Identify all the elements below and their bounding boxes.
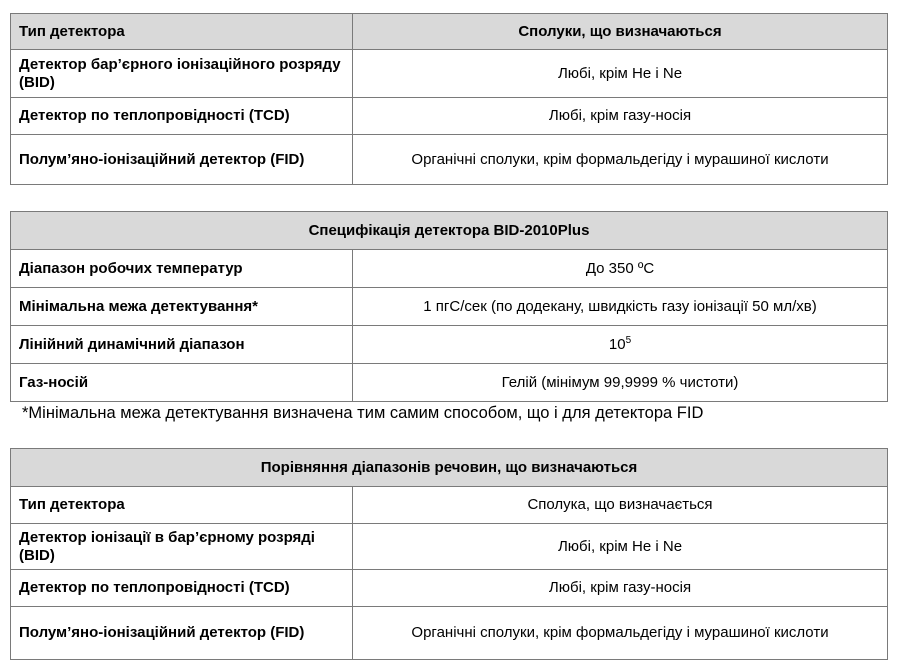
table-row <box>11 487 888 524</box>
table-row <box>11 98 888 135</box>
value-base: 10 <box>608 335 626 353</box>
row-label: Детектор іонізації в бар’єрному розряді (BID) <box>11 524 353 570</box>
comparison-table-title: Порівняння діапазонів речовин, що визначаються <box>11 449 888 487</box>
table-row <box>11 570 888 607</box>
row-value: Сполука, що визначається <box>353 487 888 524</box>
row-value <box>353 326 888 364</box>
row-label: Детектор бар’єрного іонізаційного розряду (BID) <box>11 50 353 98</box>
table-row <box>11 326 888 364</box>
detector-types-table <box>10 13 888 185</box>
table-header-row <box>11 449 888 487</box>
table-row <box>11 607 888 660</box>
row-value: Любі, крім He і Ne <box>353 524 888 570</box>
row-label: Лінійний динамічний діапазон <box>11 326 353 364</box>
value-exponent: 5 <box>625 334 632 346</box>
row-value: Гелій (мінімум 99,9999 % чистоти) <box>353 364 888 402</box>
row-value: Органічні сполуки, крім формальдегіду і мурашиної кислоти <box>353 607 888 660</box>
row-label: Полум’яно-іонізаційний детектор (FID) <box>11 135 353 185</box>
row-label: Газ-носій <box>11 364 353 402</box>
table-row <box>11 50 888 98</box>
row-value: До 350 ºС <box>353 250 888 288</box>
table-row <box>11 524 888 570</box>
spec-table-title: Специфікація детектора BID-2010Plus <box>11 212 888 250</box>
row-value: Любі, крім газу-носія <box>353 570 888 607</box>
header-detector-type: Тип детектора <box>11 14 353 50</box>
table-row <box>11 135 888 185</box>
row-label: Тип детектора <box>11 487 353 524</box>
row-label: Полум’яно-іонізаційний детектор (FID) <box>11 607 353 660</box>
header-compounds: Сполуки, що визначаються <box>353 14 888 50</box>
footnote: *Мінімальна межа детектування визначена тим самим способом, що і для детектора FID <box>22 404 704 422</box>
row-value: Любі, крім He і Ne <box>353 50 888 98</box>
bid-spec-table <box>10 211 888 402</box>
table-row <box>11 250 888 288</box>
row-value: 1 пгС/сек (по додекану, швидкість газу іонізації 50 мл/хв) <box>353 288 888 326</box>
row-label: Діапазон робочих температур <box>11 250 353 288</box>
row-label: Мінімальна межа детектування* <box>11 288 353 326</box>
row-value: Любі, крім газу-носія <box>353 98 888 135</box>
row-value: Органічні сполуки, крім формальдегіду і мурашиної кислоти <box>353 135 888 185</box>
comparison-table <box>10 448 888 660</box>
table-header-row <box>11 14 888 50</box>
table-row <box>11 364 888 402</box>
row-label: Детектор по теплопровідності (TCD) <box>11 98 353 135</box>
table-row <box>11 288 888 326</box>
row-label: Детектор по теплопровідності (TCD) <box>11 570 353 607</box>
table-header-row <box>11 212 888 250</box>
